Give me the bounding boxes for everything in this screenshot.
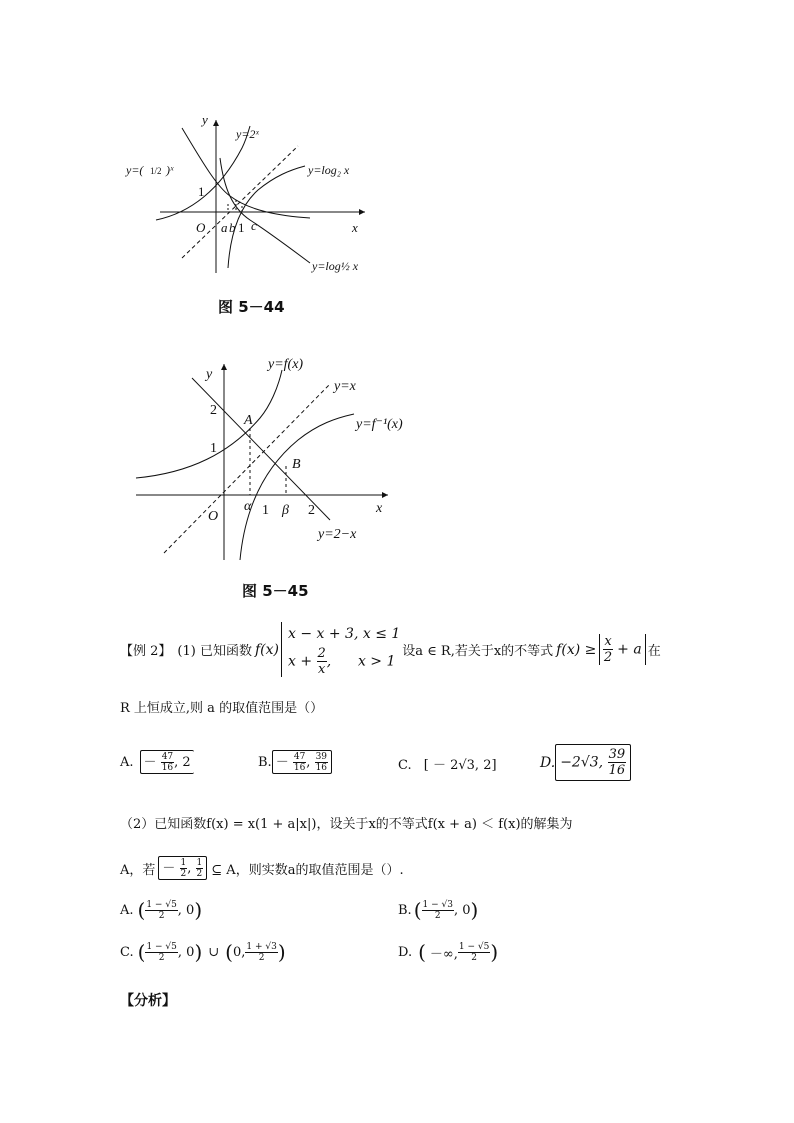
fig45-2x: 2 — [308, 503, 315, 518]
fig45-2y: 2 — [210, 403, 217, 418]
paren-open: ( — [137, 940, 146, 964]
example-2-line-2: R 上恒成立,则 a 的取值范围是（） — [120, 701, 324, 716]
option-b[interactable] — [258, 750, 332, 774]
paren-open: ( — [225, 940, 233, 964]
fig45-label-fx: y=f(x) — [268, 357, 304, 372]
option-label: B. — [398, 902, 412, 918]
paren-close: ) — [470, 898, 479, 922]
option-c-value: [ － 2√3, 2] — [423, 758, 497, 773]
fig44-1x: 1 — [238, 220, 245, 235]
figure-5-44 — [120, 108, 390, 288]
function-name: f(x) — [254, 641, 279, 658]
part2-line-1: （2）已知函数f(x) = x(1 + a|x|)，设关于x的不等式f(x + a) ＜ f(x)的解集为 — [120, 817, 573, 832]
fraction: $\frac{1}{2}$ — [196, 858, 203, 879]
fraction: $\frac{47}{16}$ — [293, 752, 306, 773]
fig45-point-B: B — [292, 457, 301, 472]
part2-line-2: A，若 － $\frac{1}{2}$ , $\frac{1}{2}$ ⊆ A，则实数a的取值范围是（）. — [120, 858, 404, 879]
fig45-label-finv: y=f⁻¹(x) — [356, 417, 403, 432]
analysis-heading: 【分析】 — [120, 993, 176, 1009]
example-2-line-1 — [120, 622, 661, 677]
piece-2-fraction: $\frac{2}{x}$ — [317, 646, 326, 677]
fraction: $\frac{39}{16}$ — [315, 752, 328, 773]
absolute-value: $\frac{x}{2}$ + a — [599, 634, 645, 665]
figure-5-45 — [130, 348, 420, 568]
paren-open: ( — [418, 940, 426, 964]
fraction: $\frac{1 - √5}{2}$ — [146, 899, 177, 921]
part1-tail: 在 — [647, 644, 661, 659]
part2-option-b[interactable]: B. ( $\frac{1 - √3}{2}$ , 0 ) — [398, 898, 479, 922]
option-d-label: D. — [540, 754, 556, 771]
fig45-point-A: A — [244, 413, 253, 428]
option-d-value: −2√3, $\frac{39}{16}$ — [555, 744, 631, 781]
set-interval: － $\frac{1}{2}$ , $\frac{1}{2}$ — [158, 856, 207, 880]
fig44-label-half-post: )ˣ — [166, 163, 174, 177]
fig44-label-half: y=( — [126, 163, 144, 177]
paren-close: ) — [277, 940, 286, 964]
curve-fx — [136, 370, 282, 478]
inequality-lhs: f(x) ≥ — [556, 641, 597, 658]
fraction: $\frac{1 + √3}{2}$ — [246, 941, 277, 963]
fig44-y: y — [202, 112, 208, 127]
abs-fraction: $\frac{x}{2}$ — [603, 634, 613, 665]
option-label: A. — [120, 902, 134, 918]
fig45-beta: β — [282, 503, 289, 518]
fraction: $\frac{1 - √3}{2}$ — [422, 899, 453, 921]
fig44-origin: O — [196, 220, 206, 235]
option-b-value: － $\frac{47}{16}$ , $\frac{39}{16}$ — [272, 750, 332, 774]
fig44-label-half-frac: 1/2 — [150, 166, 162, 176]
curve-log-half — [220, 158, 310, 263]
fig45-x: x — [376, 501, 383, 516]
part2-option-d[interactable]: D. ( －∞, $\frac{1 - √5}{2}$ ) — [398, 940, 499, 964]
paren-open: ( — [413, 898, 422, 922]
fig44-1y: 1 — [198, 184, 205, 199]
paren-close: ) — [194, 940, 203, 964]
fig45-1x: 1 — [262, 503, 269, 518]
part2-option-c[interactable]: C. ( $\frac{1 - √5}{2}$ , 0 ) ∪ ( 0, $\frac{1 + √3}{2}$ ) — [120, 940, 286, 964]
option-c-label: C. — [398, 758, 412, 773]
fraction: $\frac{1}{2}$ — [180, 858, 187, 879]
piece-1: x − x + 3, x ≤ 1 — [287, 626, 401, 642]
part1-lead: (1) 已知函数 — [177, 644, 252, 659]
figure-5-44-caption: 图 5－44 — [218, 298, 285, 316]
paren-close: ) — [194, 898, 203, 922]
curve-log2 — [228, 166, 305, 268]
fraction: $\frac{47}{16}$ — [161, 752, 174, 773]
fraction: $\frac{39}{16}$ — [608, 747, 626, 778]
line-y-eq-x — [164, 384, 330, 553]
fraction: $\frac{1 - √5}{2}$ — [458, 941, 490, 963]
fig45-label-line: y=2−x — [318, 527, 357, 542]
fig44-a: a — [221, 220, 228, 235]
option-label: D. — [398, 944, 413, 960]
fig45-label-yx: y=x — [334, 379, 356, 394]
option-a[interactable] — [120, 750, 194, 774]
paren-open: ( — [137, 898, 146, 922]
piece-2: x + $\frac{2}{x}$ , x > 1 — [287, 646, 396, 677]
piecewise-definition — [281, 622, 400, 677]
option-a-label: A. — [120, 754, 134, 770]
part1-mid: 设a ∈ R,若关于x的不等式 — [402, 644, 554, 659]
paren-close: ) — [490, 940, 499, 964]
fig45-alpha: α — [244, 499, 252, 514]
fig44-label-loghalf: y=log½ x — [312, 259, 359, 273]
option-b-label: B. — [258, 754, 272, 770]
figure-5-45-caption: 图 5－45 — [242, 582, 309, 600]
fig44-label-exp2: y=2ˣ — [236, 127, 259, 141]
fig44-c: c — [251, 218, 257, 233]
fig44-b: b — [229, 220, 236, 235]
option-c[interactable] — [398, 754, 497, 773]
example-tag: 【例 2】 — [120, 644, 172, 659]
part2-option-a[interactable]: A. ( $\frac{1 - √5}{2}$ , 0 ) — [120, 898, 203, 922]
union-symbol: ∪ — [208, 944, 220, 960]
fig45-origin: O — [208, 509, 219, 524]
option-label: C. — [120, 944, 134, 960]
option-a-value: － $\frac{47}{16}$ , 2 — [140, 750, 194, 774]
option-d[interactable] — [540, 744, 631, 781]
fig44-x: x — [352, 220, 358, 235]
fig45-1y: 1 — [210, 441, 217, 456]
fraction: $\frac{1 - √5}{2}$ — [146, 941, 177, 963]
fig45-y: y — [206, 367, 213, 382]
fig44-label-log2: y=log₂ x — [308, 163, 350, 177]
